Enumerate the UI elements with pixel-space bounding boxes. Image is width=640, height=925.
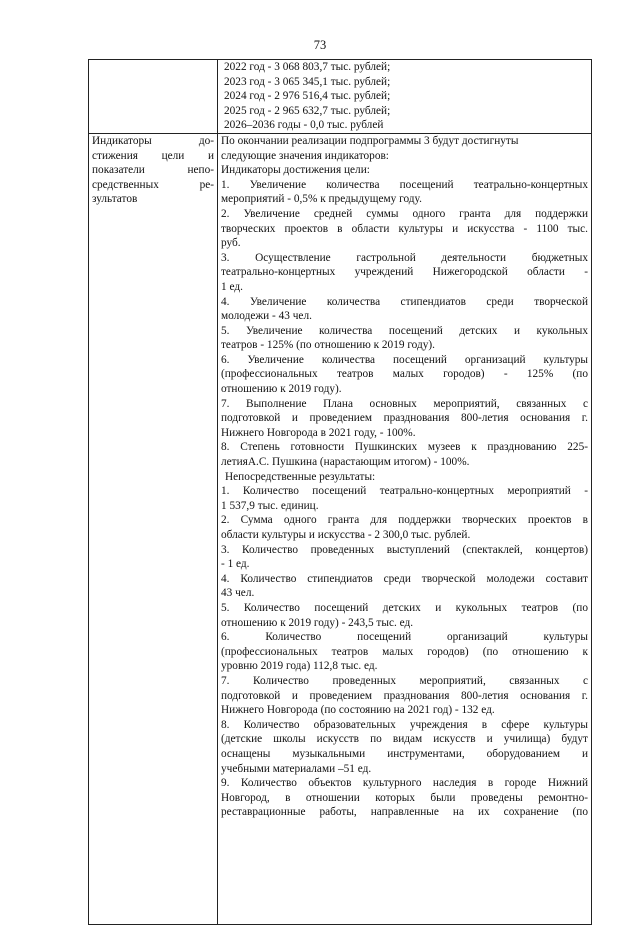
- text-line: 3. Осуществление гастрольной деятельности бюджетных: [221, 251, 588, 264]
- text-line: 8. Количество образовательных учреждения в сфере культуры: [221, 718, 588, 731]
- text-line: 9. Количество объектов культурного наследия в городе Нижний: [221, 777, 588, 790]
- page-number: 73: [313, 38, 327, 52]
- text-line: 3. Количество проведенных выступлений (спектаклей, концертов): [221, 543, 588, 556]
- text-line: 1 ед.: [221, 280, 243, 293]
- text-line: творческих проектов в области культуры и искусства - 1100 тыс.: [221, 222, 588, 235]
- text-line: 5. Увеличение количества посещений детских и кукольных: [221, 324, 588, 337]
- text-line: (детские школы искусств по видам искусств и училища) будут: [221, 733, 588, 746]
- text-line: уровню 2019 года) 112,8 тыс. ед.: [221, 660, 378, 673]
- text-line: Индикаторы достижения цели:: [221, 164, 370, 177]
- program-table: [88, 59, 592, 925]
- text-line: 4. Увеличение количества стипендиатов среди творческой: [221, 295, 588, 308]
- budget-line: 2024 год - 2 976 516,4 тыс. рублей;: [224, 90, 391, 103]
- table-row-budget: [89, 60, 592, 134]
- text-line: 7. Выполнение Плана основных мероприятий, связанных с: [221, 397, 588, 410]
- text-line: 5. Количество посещений детских и кукольных театров (по: [221, 601, 588, 614]
- indicators-label-cell: [89, 133, 218, 924]
- label-line: Индикаторы до-: [92, 134, 214, 147]
- text-line: мероприятий - 0,5% к предыдущему году.: [221, 193, 422, 206]
- label-line: зультатов: [92, 193, 138, 206]
- text-line: Новгород, в отношении которых были проведены ремонтно-: [221, 791, 588, 804]
- text-line: 7. Количество проведенных мероприятий, связанных с: [221, 674, 588, 687]
- text-line: отношению к 2019 году).: [221, 383, 342, 396]
- text-line: 1 537,9 тыс. единиц.: [221, 499, 319, 512]
- text-line: Нижнего Новгорода (по состоянию на 2021 год) - 132 ед.: [221, 704, 495, 717]
- text-line: 2. Сумма одного гранта для поддержки творческих проектов в: [221, 514, 588, 527]
- budget-line: 2026–2036 годы - 0,0 тыс. рублей: [224, 119, 384, 132]
- budget-line: 2025 год - 2 965 632,7 тыс. рублей;: [224, 104, 391, 117]
- text-line: молодежи - 43 чел.: [221, 310, 312, 323]
- text-line: летияА.С. Пушкина (нарастающим итогом) - 100%.: [221, 456, 470, 469]
- text-line: - 1 ед.: [221, 558, 250, 571]
- text-line: (профессиональных театров малых городов) (по отношению к: [221, 645, 588, 658]
- budget-line: 2023 год - 3 065 345,1 тыс. рублей;: [224, 75, 391, 88]
- text-line: театров - 125% (по отношению к 2019 году).: [221, 339, 435, 352]
- text-line: области культуры и искусства - 2 300,0 тыс. рублей.: [221, 529, 471, 541]
- text-line: 43 чел.: [221, 587, 255, 600]
- label-line: показатели непо-: [92, 164, 214, 177]
- text-line: руб.: [221, 237, 241, 250]
- text-line: 2. Увеличение средней суммы одного гранта для поддержки: [221, 207, 588, 220]
- text-line: следующие значения индикаторов:: [221, 149, 389, 162]
- budget-cell: [218, 60, 592, 134]
- indicators-content-cell: [218, 133, 592, 924]
- text-line: театрально-концертных учреждений Нижегородской области -: [221, 266, 588, 279]
- table-row-indicators: [89, 133, 592, 924]
- label-line: стижения цели и: [92, 149, 214, 162]
- text-line: По окончании реализации подпрограммы 3 будут достигнуты: [221, 134, 519, 147]
- text-line: Непосредственные результаты:: [225, 470, 376, 483]
- empty-label-cell: [89, 60, 218, 134]
- text-line: 6. Увеличение количества посещений организаций культуры: [221, 353, 588, 366]
- text-line: 8. Степень готовности Пушкинских музеев к празднованию 225-: [221, 441, 588, 454]
- text-line: реставрационные работы, направленные на их сохранение (по: [221, 806, 588, 819]
- text-line: 6. Количество посещений организаций культуры: [221, 631, 588, 644]
- text-line: Нижнего Новгорода в 2021 году, - 100%.: [221, 426, 416, 439]
- text-line: оснащены музыкальными инструментами, оборудованием и: [221, 747, 588, 760]
- text-line: учебными материалами –51 ед.: [221, 762, 372, 775]
- text-line: подготовкой и проведением празднования 800-летия основания г.: [221, 689, 588, 702]
- text-line: 4. Количество стипендиатов среди творческой молодежи составит: [221, 572, 588, 585]
- label-line: средственных ре-: [92, 178, 214, 191]
- text-line: подготовкой и проведением празднования 800-летия основания г.: [221, 412, 588, 425]
- budget-line: 2022 год - 3 068 803,7 тыс. рублей;: [224, 61, 391, 73]
- text-line: отношению к 2019 году) - 243,5 тыс. ед.: [221, 616, 414, 629]
- text-line: 1. Увеличение количества посещений театрально-концертных: [221, 178, 588, 191]
- text-line: 1. Количество посещений театрально-концертных мероприятий -: [221, 485, 588, 498]
- text-line: (профессиональных театров малых городов) - 125% (по: [221, 368, 588, 381]
